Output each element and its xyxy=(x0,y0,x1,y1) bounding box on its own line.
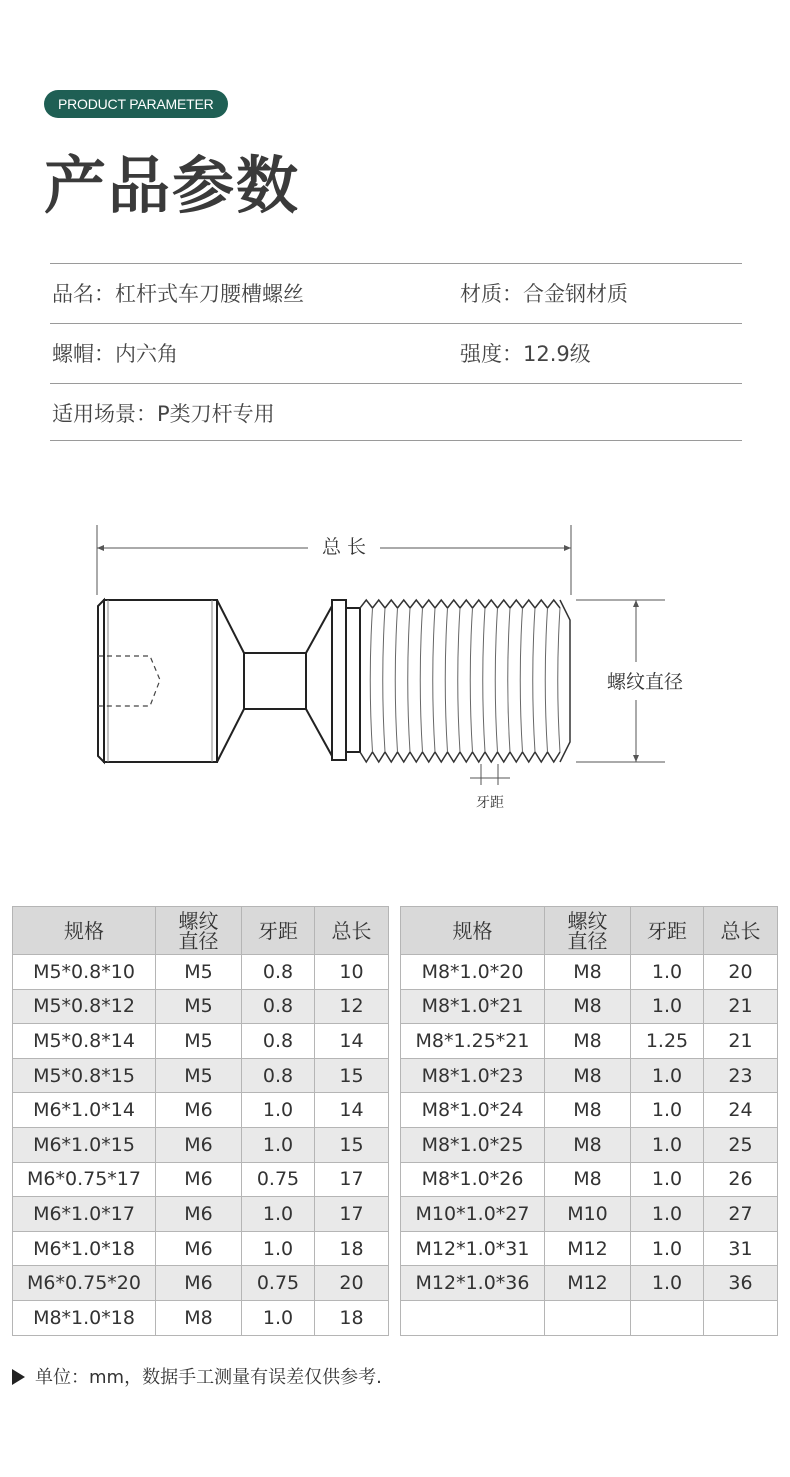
table-cell: 26 xyxy=(704,1162,778,1197)
column-header: 总长 xyxy=(315,907,389,955)
table-row xyxy=(401,1093,778,1128)
spec-row xyxy=(50,263,742,323)
table-cell xyxy=(704,1300,778,1335)
spec-row xyxy=(50,383,742,441)
table-cell: M8*1.0*26 xyxy=(401,1162,545,1197)
table-cell: M6*1.0*18 xyxy=(13,1231,156,1266)
table-row xyxy=(401,989,778,1024)
screw-diagram xyxy=(0,510,790,830)
table-cell: 1.0 xyxy=(242,1231,315,1266)
table-cell: M8*1.0*25 xyxy=(401,1127,545,1162)
table-cell: 10 xyxy=(315,955,389,990)
table-cell: M8 xyxy=(545,955,631,990)
table-cell: M8 xyxy=(545,1024,631,1059)
table-row xyxy=(13,1024,389,1059)
table-row xyxy=(13,1162,389,1197)
table-cell: 17 xyxy=(315,1197,389,1232)
table-row xyxy=(401,1231,778,1266)
column-header: 总长 xyxy=(704,907,778,955)
table-cell: M8 xyxy=(156,1300,242,1335)
table-cell: 15 xyxy=(315,1127,389,1162)
column-header: 牙距 xyxy=(631,907,704,955)
table-cell: M8 xyxy=(545,1162,631,1197)
table-cell: 1.0 xyxy=(631,1197,704,1232)
table-cell: 0.8 xyxy=(242,1058,315,1093)
table-cell: M6*0.75*17 xyxy=(13,1162,156,1197)
table-cell: M6*0.75*20 xyxy=(13,1266,156,1301)
table-cell: M12 xyxy=(545,1266,631,1301)
product-parameter-badge: PRODUCT PARAMETER xyxy=(44,90,228,118)
table-cell: 24 xyxy=(704,1093,778,1128)
table-cell: 23 xyxy=(704,1058,778,1093)
spec-table-right xyxy=(400,906,778,1336)
table-cell: 0.8 xyxy=(242,1024,315,1059)
table-row xyxy=(401,1162,778,1197)
table-cell: M6 xyxy=(156,1231,242,1266)
table-cell: 0.8 xyxy=(242,989,315,1024)
table-cell: M8 xyxy=(545,989,631,1024)
column-header: 螺纹 直径 xyxy=(156,907,242,955)
unit-note-text: 单位：mm，数据手工测量有误差仅供参考. xyxy=(35,1367,382,1388)
table-row xyxy=(13,1266,389,1301)
table-row xyxy=(401,1300,778,1335)
table-cell: M5*0.8*15 xyxy=(13,1058,156,1093)
table-row xyxy=(401,1024,778,1059)
table-cell: M10*1.0*27 xyxy=(401,1197,545,1232)
table-cell: 1.0 xyxy=(631,1127,704,1162)
table-cell: 31 xyxy=(704,1231,778,1266)
table-cell: 12 xyxy=(315,989,389,1024)
table-cell: 14 xyxy=(315,1024,389,1059)
table-cell: M8*1.0*24 xyxy=(401,1093,545,1128)
spec-strength: 强度：12.9级 xyxy=(460,342,591,366)
thread-diameter-label: 螺纹直径 xyxy=(606,671,684,693)
table-cell xyxy=(401,1300,545,1335)
table-cell: M8 xyxy=(545,1127,631,1162)
spec-table-left xyxy=(12,906,389,1336)
table-row xyxy=(13,989,389,1024)
spec-material: 材质：合金钢材质 xyxy=(460,282,628,306)
table-cell: M10 xyxy=(545,1197,631,1232)
table-cell: M8*1.0*18 xyxy=(13,1300,156,1335)
table-cell: 1.0 xyxy=(242,1127,315,1162)
table-cell: M6*1.0*15 xyxy=(13,1127,156,1162)
spec-list xyxy=(50,263,742,441)
table-cell: 18 xyxy=(315,1300,389,1335)
table-cell: 14 xyxy=(315,1093,389,1128)
table-cell: 18 xyxy=(315,1231,389,1266)
table-row xyxy=(13,1300,389,1335)
table-row xyxy=(13,1058,389,1093)
table-cell: M12*1.0*36 xyxy=(401,1266,545,1301)
table-row xyxy=(13,1231,389,1266)
table-cell: 1.0 xyxy=(242,1197,315,1232)
table-cell: 25 xyxy=(704,1127,778,1162)
table-cell: 21 xyxy=(704,989,778,1024)
table-cell: 1.0 xyxy=(631,955,704,990)
table-cell: 20 xyxy=(704,955,778,990)
table-row xyxy=(401,1127,778,1162)
table-row xyxy=(401,1058,778,1093)
table-cell: 1.0 xyxy=(631,1058,704,1093)
unit-note xyxy=(12,1366,382,1390)
table-cell xyxy=(545,1300,631,1335)
table-cell: 1.0 xyxy=(631,989,704,1024)
table-cell: M6*1.0*17 xyxy=(13,1197,156,1232)
table-cell: M5 xyxy=(156,1024,242,1059)
spec-row xyxy=(50,323,742,383)
spec-name: 品名：杠杆式车刀腰槽螺丝 xyxy=(52,282,304,306)
page-title: 产品参数 xyxy=(44,149,301,222)
table-row xyxy=(401,1197,778,1232)
spec-head: 螺帽：内六角 xyxy=(52,342,178,366)
table-cell: 1.0 xyxy=(242,1300,315,1335)
table-cell: 20 xyxy=(315,1266,389,1301)
triangle-icon xyxy=(12,1369,25,1385)
spec-usage: 适用场景：P类刀杆专用 xyxy=(52,402,275,426)
table-cell: M6 xyxy=(156,1162,242,1197)
table-cell: M5*0.8*12 xyxy=(13,989,156,1024)
column-header: 规格 xyxy=(13,907,156,955)
table-row xyxy=(13,955,389,990)
table-cell: M6 xyxy=(156,1197,242,1232)
table-cell: 0.75 xyxy=(242,1266,315,1301)
table-cell: 21 xyxy=(704,1024,778,1059)
table-cell: 1.0 xyxy=(631,1266,704,1301)
table-cell: M5 xyxy=(156,989,242,1024)
table-cell: M6*1.0*14 xyxy=(13,1093,156,1128)
table-cell: 1.0 xyxy=(631,1093,704,1128)
table-cell: M6 xyxy=(156,1266,242,1301)
table-cell: 1.25 xyxy=(631,1024,704,1059)
column-header: 牙距 xyxy=(242,907,315,955)
table-row xyxy=(401,955,778,990)
table-row xyxy=(13,1093,389,1128)
table-cell: 1.0 xyxy=(242,1093,315,1128)
table-cell: M8*1.0*20 xyxy=(401,955,545,990)
table-cell: M8*1.0*23 xyxy=(401,1058,545,1093)
table-cell: M8 xyxy=(545,1093,631,1128)
table-cell: M5*0.8*14 xyxy=(13,1024,156,1059)
table-cell xyxy=(631,1300,704,1335)
table-cell: 15 xyxy=(315,1058,389,1093)
column-header: 规格 xyxy=(401,907,545,955)
table-cell: M5*0.8*10 xyxy=(13,955,156,990)
table-cell: M8*1.25*21 xyxy=(401,1024,545,1059)
table-cell: M8 xyxy=(545,1058,631,1093)
table-cell: 0.8 xyxy=(242,955,315,990)
table-cell: M5 xyxy=(156,1058,242,1093)
table-cell: M8*1.0*21 xyxy=(401,989,545,1024)
table-cell: M5 xyxy=(156,955,242,990)
pitch-label: 牙距 xyxy=(476,795,504,811)
table-cell: 36 xyxy=(704,1266,778,1301)
table-row xyxy=(13,1127,389,1162)
table-cell: 0.75 xyxy=(242,1162,315,1197)
table-row xyxy=(13,1197,389,1232)
table-cell: M12*1.0*31 xyxy=(401,1231,545,1266)
table-cell: 17 xyxy=(315,1162,389,1197)
table-cell: 1.0 xyxy=(631,1162,704,1197)
table-cell: M12 xyxy=(545,1231,631,1266)
table-cell: M6 xyxy=(156,1093,242,1128)
table-row xyxy=(401,1266,778,1301)
table-cell: 27 xyxy=(704,1197,778,1232)
table-cell: M6 xyxy=(156,1127,242,1162)
total-length-label: 总 长 xyxy=(321,536,367,558)
table-cell: 1.0 xyxy=(631,1231,704,1266)
column-header: 螺纹 直径 xyxy=(545,907,631,955)
